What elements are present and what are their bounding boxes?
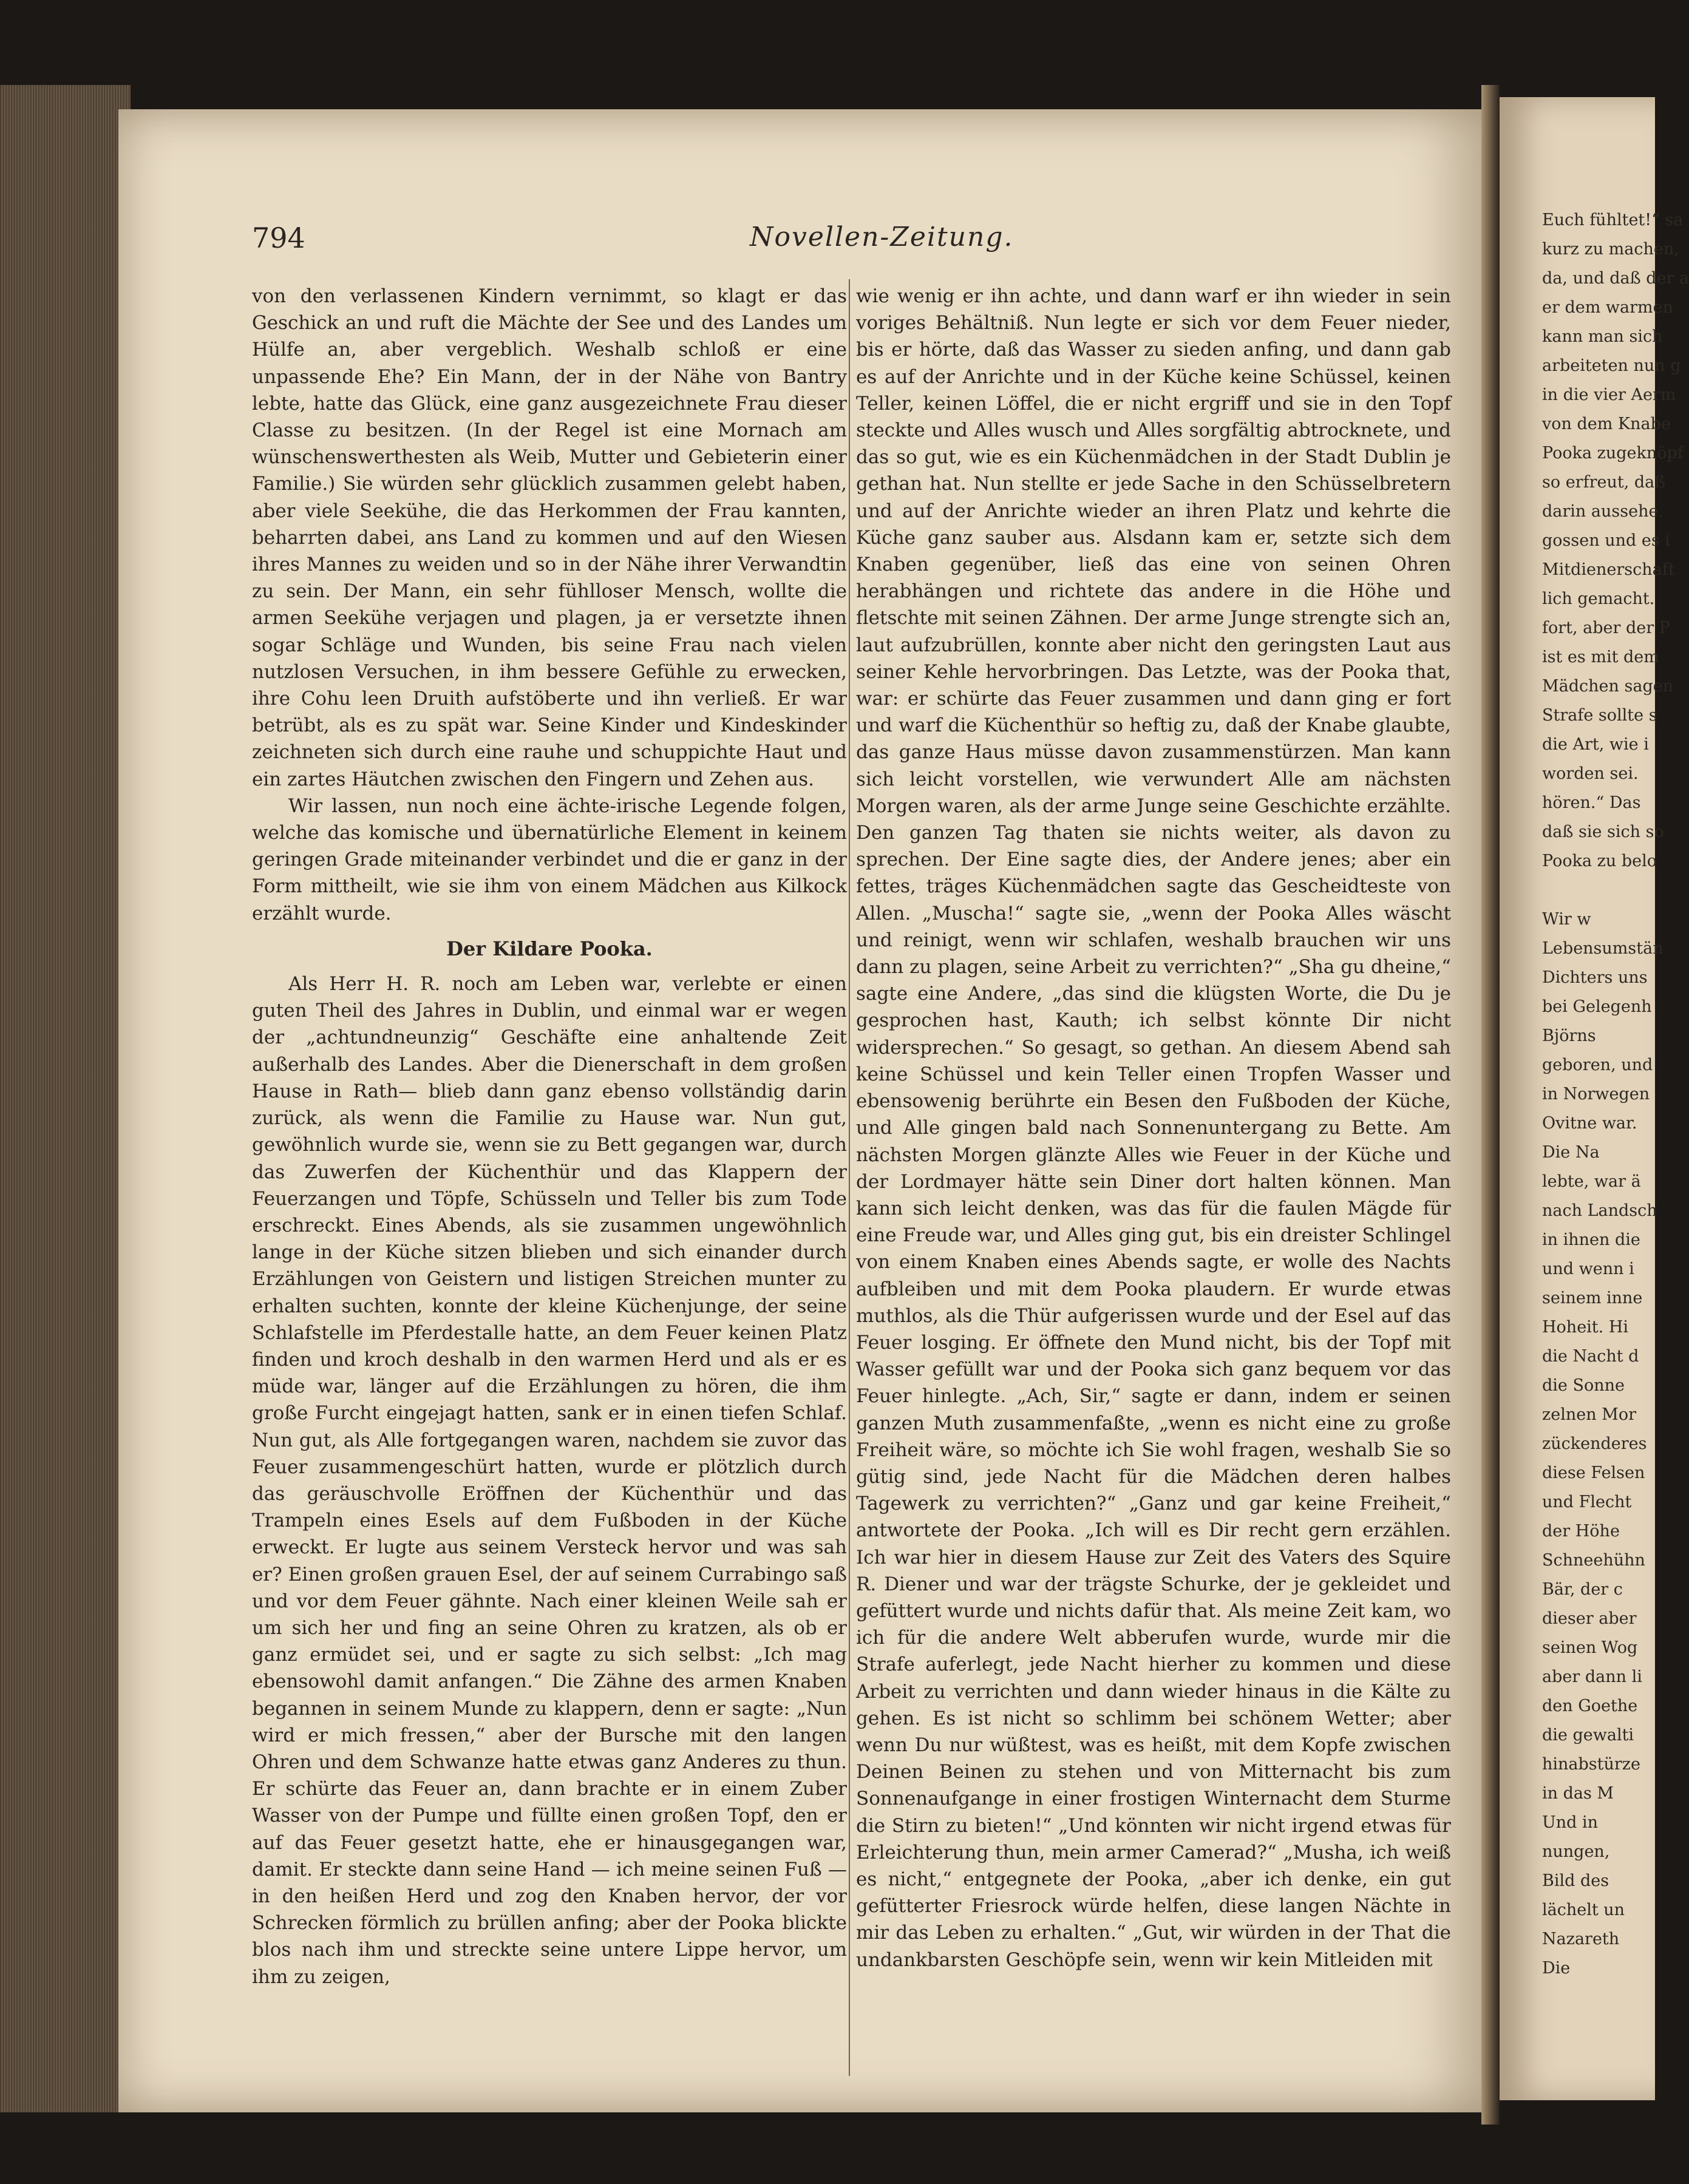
- next-page-line: Hoheit. Hi: [1542, 1318, 1629, 1337]
- next-page-line: die Art, wie i: [1542, 735, 1649, 754]
- next-page-line: Die Na: [1542, 1143, 1600, 1162]
- next-page-line: seinem inne: [1542, 1289, 1643, 1307]
- next-page-line: Pooka zugeknöpf: [1542, 444, 1684, 463]
- paragraph: Wir lassen, nun noch eine ächte-irische Legende folgen, welche das komische und übernatürliche Element in keinem geringen Grade miteinander verbindet und die er ganz in der Form mittheilt, wie sie ihm von einem Mädchen aus Kilkock erzählt wurde.: [252, 795, 847, 924]
- next-page-line: Strafe sollte s: [1542, 706, 1657, 725]
- next-page-fragment: [1500, 97, 1689, 2100]
- next-page-line: Schneehühn: [1542, 1551, 1645, 1570]
- next-page-line: lich gemacht.: [1542, 589, 1655, 608]
- next-page-line: gossen und es i: [1542, 531, 1670, 550]
- right-column: [856, 283, 1451, 2067]
- next-page-line: in das M: [1542, 1784, 1614, 1803]
- next-page-line: Pooka zu belo: [1542, 852, 1657, 870]
- next-page-line: ist es mit dem: [1542, 648, 1659, 666]
- next-page-line: die Nacht d: [1542, 1347, 1639, 1366]
- next-page-line: dieser aber: [1542, 1609, 1637, 1628]
- next-page-line: Björns: [1542, 1026, 1596, 1045]
- page-number: 794: [252, 222, 305, 254]
- column-divider: [849, 279, 850, 2076]
- next-page-line: Mitdienerschaft: [1542, 560, 1675, 579]
- next-page-line: hören.“ Das: [1542, 793, 1641, 812]
- next-page-line: und Flecht: [1542, 1493, 1632, 1511]
- next-page-line: kann man sich: [1542, 327, 1663, 346]
- next-page-line: Bild des: [1542, 1871, 1609, 1890]
- next-page-line: aber dann li: [1542, 1667, 1642, 1686]
- next-page-line: von dem Knabe: [1542, 415, 1671, 433]
- next-page-line: Dichters uns: [1542, 968, 1648, 987]
- page-header: [252, 222, 1460, 270]
- next-page-line: zelnen Mor: [1542, 1405, 1636, 1424]
- next-page-line: der Höhe: [1542, 1522, 1620, 1541]
- book-page-edges: [0, 85, 131, 2112]
- next-page-line: Ovitne war.: [1542, 1114, 1637, 1133]
- next-page-line: nungen,: [1542, 1842, 1610, 1861]
- next-page-line: zückenderes: [1542, 1434, 1647, 1453]
- next-page-line: bei Gelegenh: [1542, 997, 1652, 1016]
- section-heading: Der Kildare Pooka.: [446, 937, 653, 960]
- next-page-line: Bär, der c: [1542, 1580, 1623, 1599]
- next-page-line: daß sie sich so: [1542, 822, 1664, 841]
- next-page-line: Wir w: [1542, 910, 1591, 929]
- next-page-line: Nazareth: [1542, 1930, 1620, 1948]
- next-page-line: lebte, war ä: [1542, 1172, 1641, 1191]
- next-page-line: in Norwegen: [1542, 1085, 1650, 1104]
- next-page-line: Euch fühltet!“ sa: [1542, 211, 1684, 229]
- next-page-line: die Sonne: [1542, 1376, 1625, 1395]
- next-page-line: in die vier Aerm: [1542, 385, 1676, 404]
- book-gutter: [1481, 85, 1500, 2125]
- next-page-line: so erfreut, daß: [1542, 473, 1666, 492]
- next-page-line: die gewalti: [1542, 1726, 1634, 1745]
- next-page-line: lächelt un: [1542, 1901, 1625, 1919]
- next-page-line: worden sei.: [1542, 764, 1639, 783]
- next-page-line: diese Felsen: [1542, 1463, 1645, 1482]
- next-page-line: arbeiteten nun g: [1542, 356, 1681, 375]
- next-page-line: nach Landsch: [1542, 1201, 1657, 1220]
- next-page-line: den Goethe: [1542, 1697, 1638, 1715]
- next-page-line: darin aussehe.: [1542, 502, 1664, 521]
- next-page-line: fort, aber der P: [1542, 619, 1670, 637]
- next-page-line: da, und daß der a: [1542, 269, 1689, 288]
- next-page-line: Und in: [1542, 1813, 1599, 1832]
- next-page-line: geboren, und: [1542, 1056, 1653, 1074]
- next-page-line: Mädchen sagen: [1542, 677, 1674, 696]
- paragraph: von den verlassenen Kindern vernimmt, so klagt er das Geschick an und ruft die Mächte der See und des Landes um Hülfe an, aber vergeblich. Weshalb schloß er eine unpassende Ehe? Ein Mann, der in der Nähe von Bantry lebte, hatte das Glück, eine ganz ausgezeichnete Frau dieser Classe zu besitzen. (In der Regel ist eine Mornach am wünschenswerthesten als Weib, Mutter und Gebieterin einer Familie.) Sie würden sehr glücklich zusammen gelebt haben, aber viele Seekühe, die das Herkommen der Frau kannten, beharrten dabei, ans Land zu kommen und auf den Wiesen ihres Mannes zu weiden und so in der Nähe ihrer Verwandtin zu sein. Der Mann, ein sehr fühlloser Mensch, wollte die armen Seekühe verjagen und plagen, ja er versetzte ihnen sogar Schläge und Wunden, bis seine Frau nach vielen nutzlosen Versuchen, in ihm bessere Gefühle zu erwecken, ihre Cohu leen Druith aufstöberte und ihn verließ. Er war betrübt, als es zu spät war. Seine Kinder und Kindeskinder zeichneten sich durch eine rauhe und schuppichte Haut und ein zartes Häutchen zwischen den Fingern und Zehen aus.: [252, 285, 847, 790]
- paragraph: Als Herr H. R. noch am Leben war, verlebte er einen guten Theil des Jahres in Dublin, und einmal war er wegen der „achtundneunzig“ Geschäfte eine anhaltende Zeit außerhalb des Landes. Aber die Dienerschaft in dem großen Hause in Rath— blieb dann ganz ebenso vollständig darin zurück, als wenn die Familie zu Hause war. Nun gut, gewöhnlich wurde sie, wenn sie zu Bett gegangen war, durch das Zuwerfen der Küchenthür und das Klappern der Feuerzangen und Töpfe, Schüsseln und Teller bis zum Tode erschreckt. Eines Abends, als sie zusammen ungewöhnlich lange in der Küche sitzen blieben und sich einander durch Erzählungen von Geistern und listigen Streichen munter zu erhalten suchten, konnte der kleine Küchenjunge, der seine Schlafstelle im Pferdestalle hatte, an dem Feuer keinen Platz finden und kroch deshalb in den warmen Herd und als er es müde war, länger auf die Erzählungen zu hören, die ihm große Furcht eingejagt hatten, sank er in einen tiefen Schlaf. Nun gut, als Alle fortgegangen waren, nachdem sie zuvor das Feuer zusammengeschürt hatten, wurde er plötzlich durch das geräuschvolle Eröffnen der Küchenthür und das Trampeln eines Esels auf dem Fußboden in der Küche erweckt. Er lugte aus seinem Versteck hervor und was sah er? Einen großen grauen Esel, der auf seinem Currabingo saß und vor dem Feuer gähnte. Nach einer kleinen Weile sah er um sich her und fing an seine Ohren zu kratzen, als ob er ganz ermüdet sei, und er sagte zu sich selbst: „Ich mag ebensowohl damit anfangen.“ Die Zähne des armen Knaben begannen in seinem Munde zu klappern, denn er sagte: „Nun wird er mich fressen,“ aber der Bursche mit den langen Ohren und dem Schwanze hatte etwas ganz Anderes zu thun. Er schürte das Feuer an, dann brachte er in einem Zuber Wasser von der Pumpe und füllte einen großen Topf, den er auf das Feuer gesetzt hatte, ehe er hinausgegangen war, damit. Er steckte dann seine Hand — ich meine seinen Fuß — in den heißen Herd und zog den Knaben hervor, der vor Schrecken förmlich zu brüllen anfing; aber der Pooka blickte blos nach ihm und streckte seine untere Lippe hervor, um ihm zu zeigen,: [252, 973, 847, 1988]
- next-page-line: hinabstürze: [1542, 1755, 1640, 1774]
- next-page-line: er dem warmen: [1542, 298, 1673, 317]
- next-page-line: seinen Wog: [1542, 1638, 1638, 1657]
- next-page-line: Die: [1542, 1959, 1571, 1978]
- next-page-line: in ihnen die: [1542, 1230, 1640, 1249]
- next-page-line: Lebensumstän: [1542, 939, 1664, 958]
- paragraph: wie wenig er ihn achte, und dann warf er ihn wieder in sein voriges Behältniß. Nun legte er sich vor dem Feuer nieder, bis er hörte, daß das Wasser zu sieden anfing, und dann gab es auf der Anrichte und in der Küche keine Schüssel, keinen Teller, keinen Löffel, die er nicht ergriff und sie in den Topf steckte und Alles wusch und Alles sorgfältig abtrocknete, und das so gut, wie es ein Küchenmädchen in der Stadt Dublin je gethan hat. Nun stellte er jede Sache in den Schüsselbretern und auf der Anrichte wieder an ihren Platz und kehrte die Küche ganz sauber aus. Alsdann kam er, setzte sich dem Knaben gegenüber, ließ das eine von seinen Ohren herabhängen und richtete das andere in die Höhe und fletschte mit seinen Zähnen. Der arme Junge strengte sich an, laut aufzubrüllen, konnte aber nicht den geringsten Laut aus seiner Kehle hervorbringen. Das Letzte, was der Pooka that, war: er schürte das Feuer zusammen und dann ging er fort und warf die Küchenthür so heftig zu, daß der Knabe glaubte, das ganze Haus müsse davon zusammenstürzen. Man kann sich leicht vorstellen, wie verwundert Alle am nächsten Morgen waren, als der arme Junge seine Geschichte erzählte. Den ganzen Tag thaten sie nichts weiter, als davon zu sprechen. Der Eine sagte dies, der Andere jenes; aber ein fettes, träges Küchenmädchen sagte das Gescheidteste von Allen. „Muscha!“ sagte sie, „wenn der Pooka Alles wäscht und reinigt, wenn wir schlafen, weshalb brauchen wir uns dann zu plagen, seine Arbeit zu verrichten?“ „Sha gu dheine,“ sagte eine Andere, „das sind die klügsten Worte, die Du je gesprochen hast, Kauth; ich selbst könnte Dir nicht widersprechen.“ So gesagt, so gethan. An diesem Abend sah keine Schüssel und kein Teller einen Tropfen Wasser und ebensowenig berührte ein Besen den Fußboden der Küche, und Alle gingen bald nach Sonnenuntergang zu Bette. Am nächsten Morgen glänzte Alles wie Feuer in der Küche und der Lordmayer hätte sein Diner dort halten können. Man kann sich leicht denken, was das für die faulen Mägde für eine Freude war, und Alles ging gut, bis ein dreister Schlingel von einem Knaben eines Abends sagte, er wolle des Nachts aufbleiben und mit dem Pooka plaudern. Er wurde etwas muthlos, als die Thür aufgerissen wurde und der Esel auf das Feuer losging. Er öffnete den Mund nicht, bis der Topf mit Wasser gefüllt war und der Pooka sich ganz bequem vor das Feuer hinlegte. „Ach, Sir,“ sagte er dann, indem er seinen ganzen Muth zusammenfaßte, „wenn es nicht eine zu große Freiheit wäre, so möchte ich Sie wohl fragen, weshalb Sie so gütig sind, jede Nacht für die Mädchen deren halbes Tagewerk zu verrichten?“ „Ganz und gar keine Freiheit,“ antwortete der Pooka. „Ich will es Dir recht gern erzählen. Ich war hier in diesem Hause zur Zeit des Vaters des Squire R. Diener und war der trägste Schurke, der je gekleidet und gefüttert wurde und nichts dafür that. Als meine Zeit kam, wo ich für die andere Welt abberufen wurde, wurde mir die Strafe auferlegt, jede Nacht hierher zu kommen und diese Arbeit zu verrichten und dann wieder hinaus in die Kälte zu gehen. Es ist nicht so schlimm bei schönem Wetter; aber wenn Du nur wüßtest, was es heißt, mit dem Kopfe zwischen Deinen Beinen zu stehen und von Mitternacht bis zum Sonnenaufgange in einer frostigen Winternacht dem Sturme die Stirn zu bieten!“ „Und könnten wir nicht irgend etwas für Erleichterung thun, mein armer Camerad?“ „Musha, ich weiß es nicht,“ entgegnete der Pooka, „aber ich denke, ein gut gefütterter Friesrock würde helfen, diese langen Nächte in mir das Leben zu erhalten.“ „Gut, wir würden in der That die undankbarsten Geschöpfe sein, wenn wir kein Mitleiden mit: [856, 285, 1451, 1971]
- next-page-line: und wenn i: [1542, 1260, 1634, 1278]
- next-page-line: kurz zu machen,: [1542, 240, 1679, 259]
- left-column: [252, 283, 847, 2067]
- running-title: Novellen-Zeitung.: [750, 222, 1014, 253]
